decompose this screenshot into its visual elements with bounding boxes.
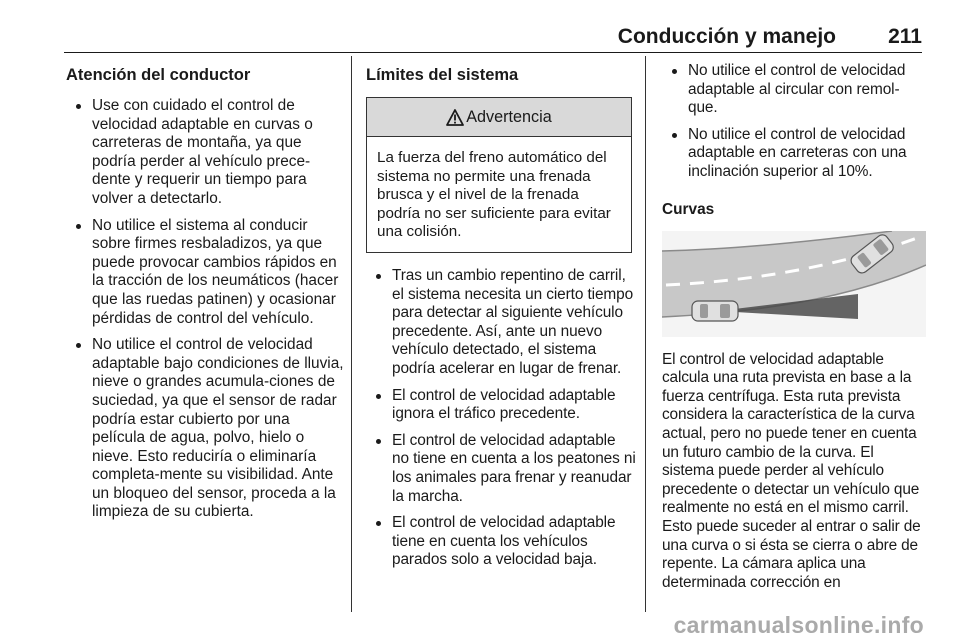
bullet-icon xyxy=(376,394,381,399)
bullet-icon xyxy=(76,343,81,348)
bullet-list xyxy=(366,267,636,570)
list-item-text: No utilice el control de velocidad adaptable al circular con remol-que. xyxy=(688,62,906,117)
list-item-text: El control de velocidad adaptable no tiene en cuenta a los peatones ni los animales para frenar y reanudar la marcha. xyxy=(392,431,636,505)
list-item xyxy=(366,432,636,506)
list-item xyxy=(66,336,344,522)
curves-paragraph: El control de velocidad adaptable calcula una ruta prevista en base a la fuerza centrífuga. Esta ruta prevista considera la característica de la curva actual, pero no puede tener en cuenta un futuro cambio de la curva. El sistema puede perder al vehículo precedente o detectar un vehículo que realmente no está en el mismo carril. Esto puede suceder al entrar o salir de una curva o si ésta se cierra o abre de repente. La cámara aplica una determinada corrección en xyxy=(662,350,921,591)
warning-text: La fuerza del freno automático del sistema no permite una frenada brusca y el nivel de la frenada podría no ser suficiente para evitar una colisión. xyxy=(377,149,611,241)
list-item xyxy=(366,267,636,379)
column-1 xyxy=(66,62,344,530)
section-heading-system-limits: Límites del sistema xyxy=(366,66,519,84)
bullet-icon xyxy=(672,133,677,138)
column-divider-1 xyxy=(351,56,352,612)
column-divider-2 xyxy=(645,56,646,612)
bullet-list xyxy=(662,62,926,182)
watermark: carmanualsonline.info xyxy=(673,612,924,638)
warning-triangle-icon xyxy=(446,109,464,126)
warning-label: Advertencia xyxy=(466,107,552,126)
list-item xyxy=(662,126,926,182)
curve-road-illustration xyxy=(662,231,926,337)
list-item-text: No utilice el control de velocidad adaptable en carreteras con una inclinación superior al 10%. xyxy=(688,125,907,180)
column-2 xyxy=(366,62,636,578)
list-item xyxy=(366,387,636,424)
column-3 xyxy=(662,62,926,592)
warning-header xyxy=(367,98,631,137)
list-item-text: No utilice el control de velocidad adaptable bajo condiciones de lluvia, nieve o grandes acumula-ciones de suciedad, ya que el sensor de radar podría estar cubierto por una película de agua, polvo, hielo o nieve. Esto reduciría o eliminaría completa-mente su visibilidad. Ante un bloqueo del sensor, proceda a la limpieza de su cubierta. xyxy=(92,336,344,521)
page-number: 211 xyxy=(888,25,922,48)
list-item xyxy=(66,217,344,329)
bullet-icon xyxy=(76,104,81,109)
section-heading-driver-attention: Atención del conductor xyxy=(66,66,251,84)
warning-box xyxy=(366,97,632,253)
bullet-icon xyxy=(376,521,381,526)
list-item xyxy=(66,97,344,209)
header-divider xyxy=(64,52,922,53)
list-item-text: El control de velocidad adaptable tiene en cuenta los vehículos parados solo a velocidad baja. xyxy=(392,514,616,569)
list-item-text: No utilice el sistema al conducir sobre firmes resbaladizos, ya que puede provocar cambios rápidos en la tracción de los neumáticos (hacer que las ruedas patinen) y ocasionar pérdidas de control del vehículo. xyxy=(92,216,339,327)
list-item xyxy=(366,514,636,570)
bullet-icon xyxy=(376,439,381,444)
list-item-text: Tras un cambio repentino de carril, el sistema necesita un cierto tiempo para detectar al siguiente vehículo precedente. Así, ante un nuevo vehículo detectado, el sistema podría acelerar en lugar de frenar. xyxy=(392,266,634,377)
list-item-text: El control de velocidad adaptable ignora el tráfico precedente. xyxy=(392,386,616,423)
bullet-list xyxy=(66,97,344,522)
page-title: Conducción y manejo xyxy=(617,25,836,48)
list-item xyxy=(662,62,926,118)
bullet-icon xyxy=(672,69,677,74)
bullet-icon xyxy=(76,224,81,229)
page-header xyxy=(64,22,922,52)
bullet-icon xyxy=(376,274,381,279)
subheading-curves: Curvas xyxy=(662,200,715,218)
list-item-text: Use con cuidado el control de velocidad adaptable en curvas o carreteras de montaña, ya que podría perder al vehículo prece-dente y requerir un tiempo para volver a detectarlo. xyxy=(92,97,313,207)
